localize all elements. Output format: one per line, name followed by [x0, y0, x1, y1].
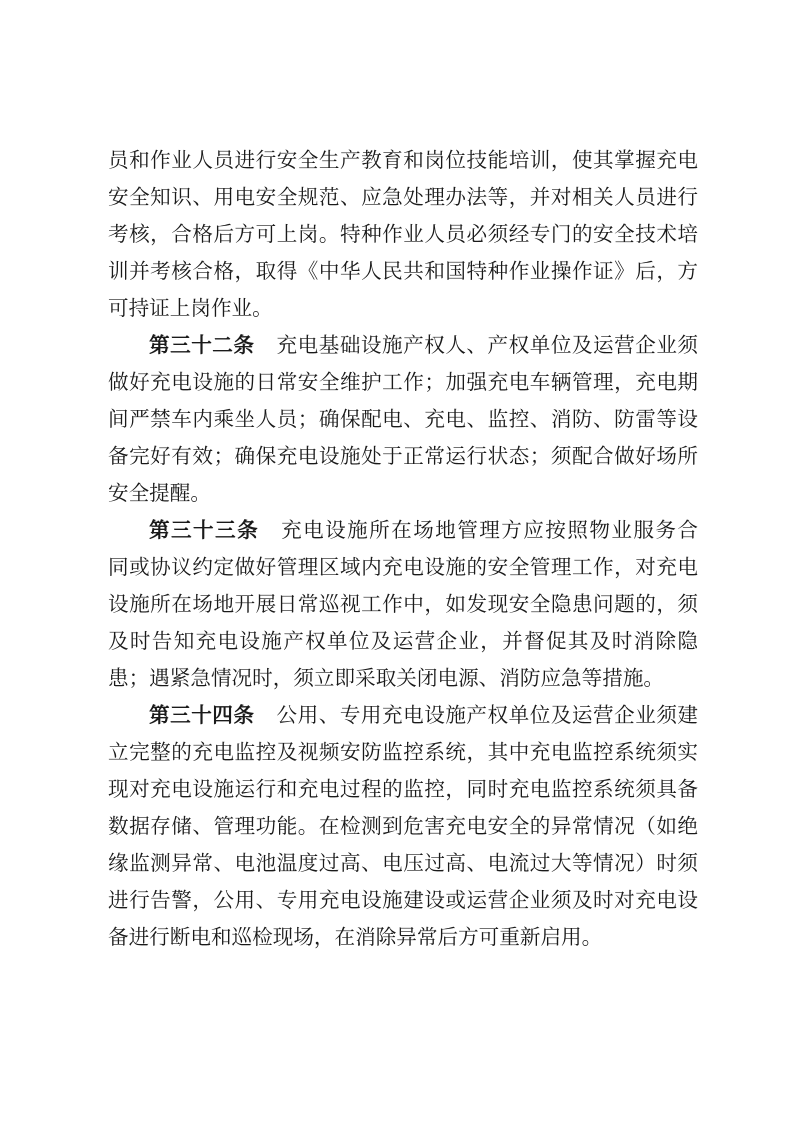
paragraph-line: 安全提醒。 [108, 481, 211, 505]
paragraph-line: 及时告知充电设施产权单位及运营企业，并督促其及时消除隐 [108, 629, 698, 653]
paragraph-line: 设施所在场地开展日常巡视工作中，如发现安全隐患问题的，须 [108, 592, 698, 616]
paragraph-line: 立完整的充电监控及视频安防监控系统，其中充电监控系统须实 [108, 740, 698, 764]
document-page [108, 142, 698, 956]
paragraph-line: 做好充电设施的日常安全维护工作；加强充电车辆管理，充电期 [108, 370, 698, 394]
article-text: 充电设施所在场地管理方应按照物业服务合 [281, 518, 699, 542]
paragraph-line: 员和作业人员进行安全生产教育和岗位技能培训，使其掌握充电 [108, 148, 698, 172]
article-text: 充电基础设施产权人、产权单位及运营企业须 [276, 333, 699, 357]
paragraph-line: 数据存储、管理功能。在检测到危害充电安全的异常情况（如绝 [108, 814, 698, 838]
article-34 [108, 697, 698, 956]
paragraph-line: 进行告警，公用、专用充电设施建设或运营企业须及时对充电设 [108, 888, 698, 912]
paragraph-line: 缘监测异常、电池温度过高、电压过高、电流过大等情况）时须 [108, 851, 698, 875]
paragraph-line: 安全知识、用电安全规范、应急处理办法等，并对相关人员进行 [108, 185, 698, 209]
paragraph-line: 可持证上岗作业。 [108, 296, 273, 320]
paragraph-line: 现对充电设施运行和充电过程的监控，同时充电监控系统须具备 [108, 777, 698, 801]
article-text: 公用、专用充电设施产权单位及运营企业须建 [276, 703, 699, 727]
paragraph-line: 训并考核合格，取得《中华人民共和国特种作业操作证》后，方 [108, 259, 698, 283]
article-first-line [108, 327, 698, 364]
article-number: 第三十四条 [149, 703, 255, 727]
paragraph-line: 间严禁车内乘坐人员；确保配电、充电、监控、消防、防雷等设 [108, 407, 698, 431]
article-first-line [108, 512, 698, 549]
continuation-paragraph [108, 142, 698, 327]
paragraph-line: 患；遇紧急情况时，须立即采取关闭电源、消防应急等措施。 [108, 666, 665, 690]
paragraph-line: 同或协议约定做好管理区域内充电设施的安全管理工作，对充电 [108, 555, 698, 579]
article-first-line [108, 697, 698, 734]
paragraph-line: 考核，合格后方可上岗。特种作业人员必须经专门的安全技术培 [108, 222, 698, 246]
article-33 [108, 512, 698, 697]
paragraph-line: 备进行断电和巡检现场，在消除异常后方可重新启用。 [108, 925, 603, 949]
paragraph-line: 备完好有效；确保充电设施处于正常运行状态；须配合做好场所 [108, 444, 698, 468]
article-number: 第三十二条 [149, 333, 255, 357]
article-number: 第三十三条 [149, 518, 260, 542]
article-32 [108, 327, 698, 512]
